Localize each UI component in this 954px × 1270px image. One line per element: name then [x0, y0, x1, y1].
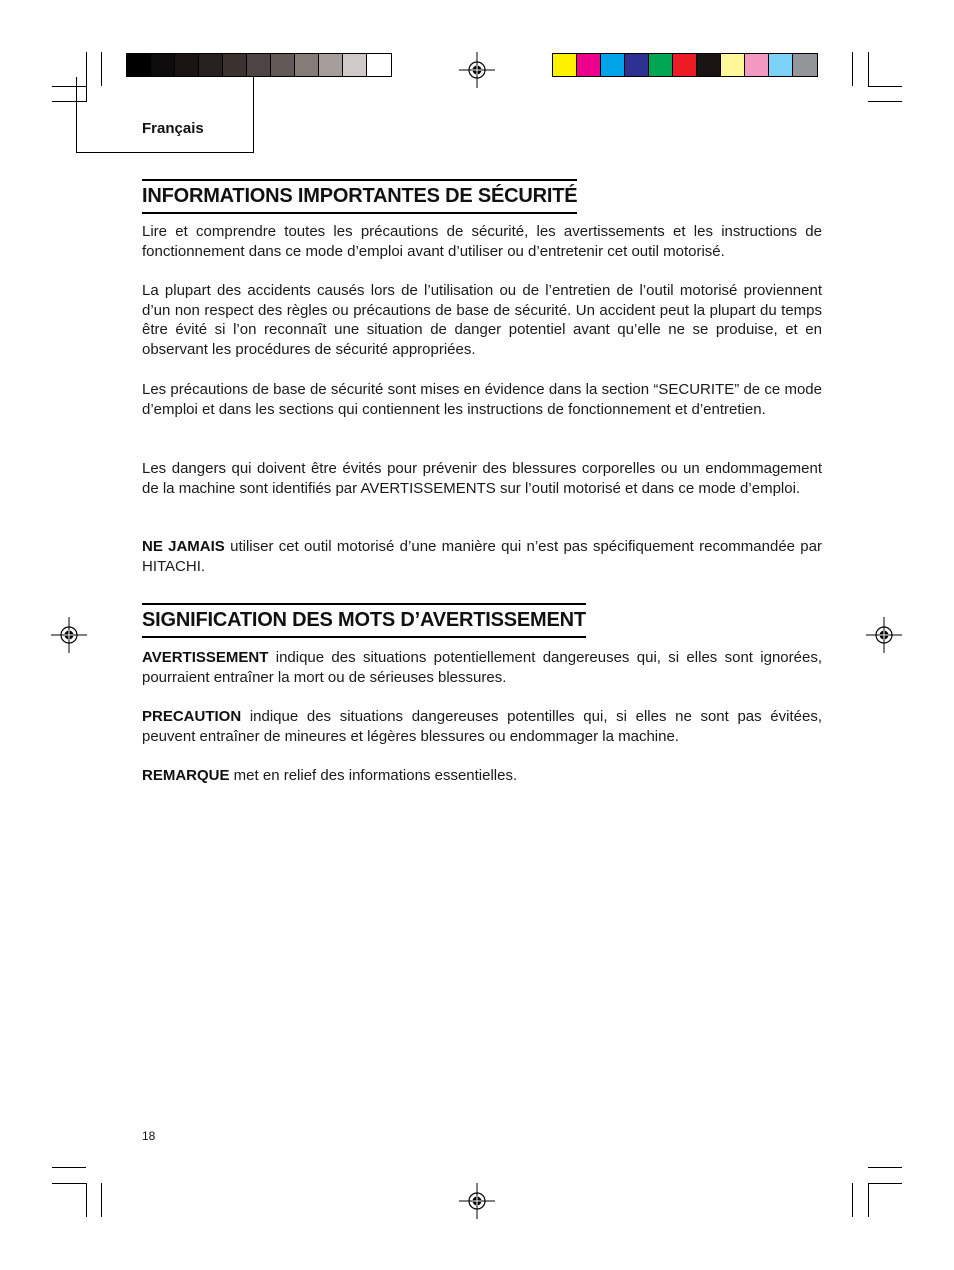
crop-mark: [86, 1183, 87, 1217]
crop-mark: [868, 1183, 869, 1217]
registration-mark-icon: [459, 52, 495, 88]
color-swatch: [295, 54, 319, 76]
warning-term: AVERTISSEMENT: [142, 649, 269, 666]
color-swatch: [769, 54, 793, 76]
color-swatch: [649, 54, 673, 76]
note-term: REMARQUE: [142, 767, 230, 784]
color-swatch: [697, 54, 721, 76]
crop-mark: [852, 1183, 853, 1217]
process-color-bar: [552, 53, 818, 77]
paragraph-warning: [142, 648, 822, 687]
color-swatch: [793, 54, 817, 76]
paragraph-caution: [142, 707, 822, 746]
color-swatch: [625, 54, 649, 76]
paragraph: La plupart des accidents causés lors de l’utilisation ou de l’entretien de l’outil motorisé proviennent d’un non respect des règles ou précautions de base de sécurité. Un accident peut la plupart du temps être évité si l’on reconnaît une situation de danger potentiel avant qu’elle ne se produise, et en observant les procédures de sécurité appropriées.: [142, 282, 822, 358]
color-swatch: [199, 54, 223, 76]
color-swatch: [343, 54, 367, 76]
registration-mark-icon: [459, 1183, 495, 1219]
crop-mark: [868, 52, 869, 86]
language-tab: [76, 77, 254, 153]
color-swatch: [151, 54, 175, 76]
crop-mark: [101, 1183, 102, 1217]
paragraph-never: [142, 537, 822, 576]
paragraph: Les précautions de base de sécurité sont mises en évidence dans la section “SECURITE” de ce mode d’emploi et dans les sections qui contiennent les instructions de fonctionnement et d’entretien.: [142, 381, 822, 418]
color-swatch: [601, 54, 625, 76]
color-swatch: [175, 54, 199, 76]
grayscale-color-bar: [126, 53, 392, 77]
section-title-safety: INFORMATIONS IMPORTANTES DE SÉCURITÉ: [142, 179, 577, 214]
color-swatch: [553, 54, 577, 76]
crop-mark: [868, 1183, 902, 1184]
crop-mark: [52, 1183, 86, 1184]
paragraph-note: [142, 766, 822, 786]
paragraph: Les dangers qui doivent être évités pour prévenir des blessures corporelles ou un endommagement de la machine sont identifiés par AVERTISSEMENTS sur l’outil motorisé et dans ce mode d’emploi.: [142, 460, 822, 497]
registration-mark-icon: [51, 617, 87, 653]
note-text: met en relief des informations essentielles.: [229, 767, 518, 784]
color-swatch: [319, 54, 343, 76]
registration-mark-icon: [866, 617, 902, 653]
color-swatch: [577, 54, 601, 76]
crop-mark: [52, 1167, 86, 1168]
color-swatch: [127, 54, 151, 76]
color-swatch: [745, 54, 769, 76]
never-term: NE JAMAIS: [142, 538, 225, 555]
caution-term: PRECAUTION: [142, 708, 242, 725]
warning-text: indique des situations potentiellement dangereuses qui, si elles sont ignorées, pourraient entraîner la mort ou de sérieuses blessures.: [142, 649, 822, 686]
caution-text: indique des situations dangereuses potentilles qui, si elles ne sont pas évitées, peuvent entraîner de mineures et légères blessures ou endommager la machine.: [142, 708, 822, 745]
color-swatch: [271, 54, 295, 76]
page-number: 18: [142, 1129, 156, 1143]
never-text: utiliser cet outil motorisé d’une manière qui n’est pas spécifiquement recommandée par HITACHI.: [142, 538, 822, 575]
color-swatch: [247, 54, 271, 76]
section-title-signal-words: SIGNIFICATION DES MOTS D’AVERTISSEMENT: [142, 603, 586, 638]
crop-mark: [868, 1167, 902, 1168]
language-label: Français: [142, 120, 204, 137]
paragraph: Lire et comprendre toutes les précautions de sécurité, les avertissements et les instructions de fonctionnement dans ce mode d’emploi avant d’utiliser ou d’entretenir cet outil motorisé.: [142, 223, 822, 260]
crop-mark: [868, 86, 902, 87]
color-swatch: [367, 54, 391, 76]
color-swatch: [673, 54, 697, 76]
color-swatch: [721, 54, 745, 76]
crop-mark: [852, 52, 853, 86]
crop-mark: [868, 101, 902, 102]
color-swatch: [223, 54, 247, 76]
